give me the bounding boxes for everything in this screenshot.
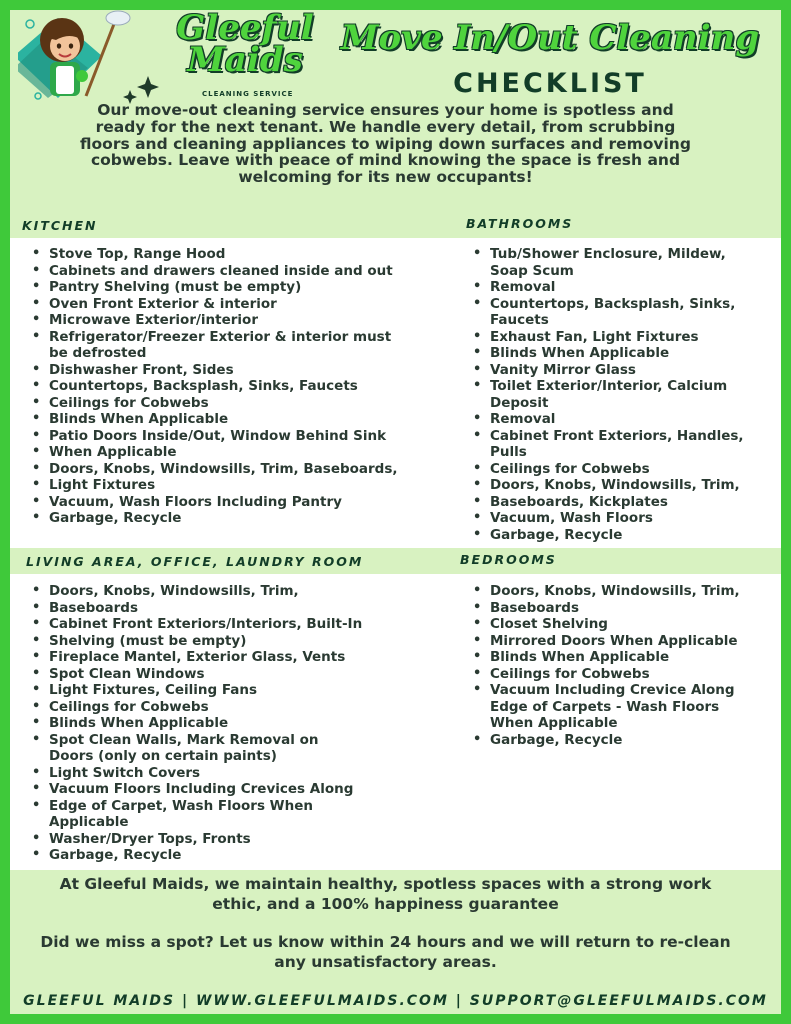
list-item: • Cabinets and drawers cleaned inside and out xyxy=(32,263,404,280)
list-item: • Closet Shelving xyxy=(473,616,745,633)
list-item: • Garbage, Recycle xyxy=(32,847,366,864)
list-item: • Garbage, Recycle xyxy=(473,527,745,544)
intro-paragraph: Our move-out cleaning service ensures your home is spotless and ready for the next tenant. We handle every detail, from scrubbing floors and cleaning appliances to wiping down surfaces and removing cobwebs. Leave with peace of mind knowing the space is fresh and welcoming for its new occupants! xyxy=(80,101,691,187)
list-item: • Garbage, Recycle xyxy=(32,510,404,527)
list-item: • Stove Top, Range Hood xyxy=(32,246,404,263)
list-item: • Oven Front Exterior & interior xyxy=(32,296,404,313)
list-item: • Cabinet Front Exteriors/Interiors, Built-In xyxy=(32,616,366,633)
list-item: • Patio Doors Inside/Out, Window Behind Sink xyxy=(32,428,404,445)
list-item: • Baseboards xyxy=(473,600,745,617)
list-item: • Vacuum Including Crevice Along Edge of Carpets - Wash Floors When Applicable xyxy=(473,682,745,732)
list-item: • Blinds When Applicable xyxy=(473,649,745,666)
list-item: • Mirrored Doors When Applicable xyxy=(473,633,745,650)
contact-bar: GLEEFUL MAIDS | WWW.GLEEFULMAIDS.COM | SUPPORT@GLEEFULMAIDS.COM xyxy=(23,993,768,1009)
list-item: • Tub/Shower Enclosure, Mildew, Soap Scum xyxy=(473,246,745,279)
list-item: • Microwave Exterior/interior xyxy=(32,312,404,329)
bathrooms-list xyxy=(473,246,745,543)
maid-mascot-icon xyxy=(18,6,168,106)
list-item: • Countertops, Backsplash, Sinks, Faucets xyxy=(473,296,745,329)
list-item: • Cabinet Front Exteriors, Handles, Pulls xyxy=(473,428,745,461)
list-item: • Exhaust Fan, Light Fixtures xyxy=(473,329,745,346)
list-item: • Vanity Mirror Glass xyxy=(473,362,745,379)
list-item: • Blinds When Applicable xyxy=(473,345,745,362)
list-item: • Doors, Knobs, Windowsills, Trim, xyxy=(473,583,745,600)
kitchen-list xyxy=(32,246,404,527)
list-item: • Vacuum Floors Including Crevices Along xyxy=(32,781,366,798)
list-item: • Baseboards, Kickplates xyxy=(473,494,745,511)
list-item: • Light Switch Covers xyxy=(32,765,366,782)
logo xyxy=(12,4,312,106)
list-item: • Ceilings for Cobwebs xyxy=(473,666,745,683)
title-script: Move In/Out Cleaning xyxy=(340,18,760,58)
bathrooms-heading: BATHROOMS xyxy=(466,216,574,231)
list-item: • Dishwasher Front, Sides xyxy=(32,362,404,379)
list-item: • Shelving (must be empty) xyxy=(32,633,366,650)
list-item: • Ceilings for Cobwebs xyxy=(32,699,366,716)
kitchen-heading: KITCHEN xyxy=(22,218,98,233)
list-item: • Garbage, Recycle xyxy=(473,732,745,749)
list-item: • Removal xyxy=(473,411,745,428)
list-item: • Light Fixtures xyxy=(32,477,404,494)
bedrooms-heading: BEDROOMS xyxy=(460,552,557,567)
logo-tagline: CLEANING SERVICE xyxy=(202,90,294,98)
list-item: • Blinds When Applicable xyxy=(32,715,366,732)
list-item: • Washer/Dryer Tops, Fronts xyxy=(32,831,366,848)
list-item: • Ceilings for Cobwebs xyxy=(473,461,745,478)
list-item: • Toilet Exterior/Interior, Calcium Deposit xyxy=(473,378,745,411)
list-item: • Light Fixtures, Ceiling Fans xyxy=(32,682,366,699)
list-item: • Ceilings for Cobwebs xyxy=(32,395,404,412)
list-item: • Edge of Carpet, Wash Floors When Applicable xyxy=(32,798,366,831)
footer-text xyxy=(40,874,731,972)
reclean-text: Did we miss a spot? Let us know within 24 hours and we will return to re-clean any unsatisfactory areas. xyxy=(40,933,731,971)
list-item: • Baseboards xyxy=(32,600,366,617)
list-item: • Spot Clean Windows xyxy=(32,666,366,683)
list-item: • Spot Clean Walls, Mark Removal on Doors (only on certain paints) xyxy=(32,732,366,765)
list-item: • Blinds When Applicable xyxy=(32,411,404,428)
list-item: • Vacuum, Wash Floors xyxy=(473,510,745,527)
list-item: • Refrigerator/Freezer Exterior & interior must be defrosted xyxy=(32,329,404,362)
list-item: • Doors, Knobs, Windowsills, Trim, xyxy=(473,477,745,494)
list-item: • Vacuum, Wash Floors Including Pantry xyxy=(32,494,404,511)
living-list xyxy=(32,583,366,864)
page-title: CHECKLIST xyxy=(453,68,647,99)
list-item: • Doors, Knobs, Windowsills, Trim, xyxy=(32,583,366,600)
list-item: • Removal xyxy=(473,279,745,296)
logo-wordmark: Gleeful Maids xyxy=(176,8,314,80)
list-item: • When Applicable xyxy=(32,444,404,461)
guarantee-text: At Gleeful Maids, we maintain healthy, spotless spaces with a strong work ethic, and a 100% happiness guarantee xyxy=(59,875,712,913)
list-item: • Pantry Shelving (must be empty) xyxy=(32,279,404,296)
living-heading: LIVING AREA, OFFICE, LAUNDRY ROOM xyxy=(26,554,364,569)
list-item: • Countertops, Backsplash, Sinks, Faucets xyxy=(32,378,404,395)
bedrooms-list xyxy=(473,583,745,748)
list-item: • Fireplace Mantel, Exterior Glass, Vents xyxy=(32,649,366,666)
list-item: • Doors, Knobs, Windowsills, Trim, Baseboards, xyxy=(32,461,404,478)
